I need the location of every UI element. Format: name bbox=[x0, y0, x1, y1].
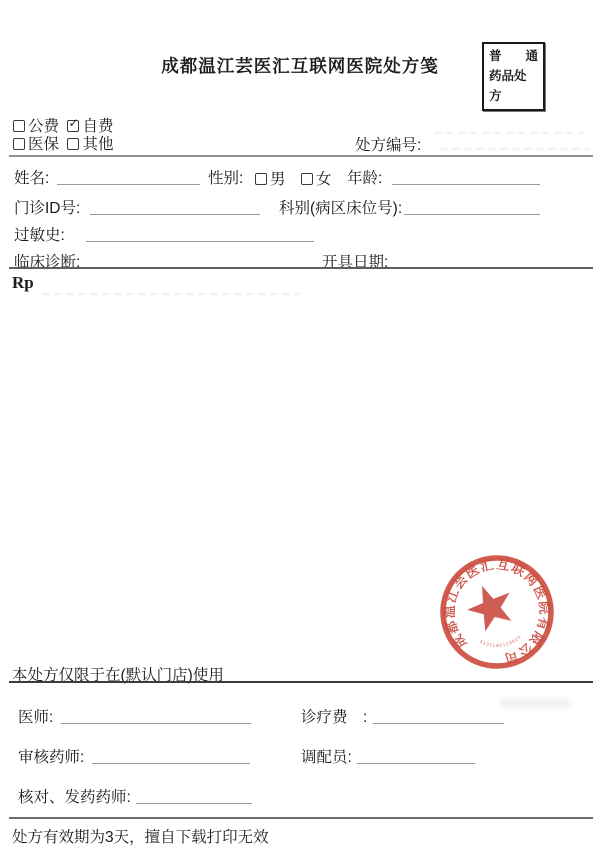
checkbox-other bbox=[67, 138, 79, 150]
faded-artifact bbox=[42, 293, 300, 295]
issue-date-label: 开具日期: bbox=[322, 254, 389, 271]
stamp-line-2: 药品处方 bbox=[489, 69, 527, 103]
outpatient-id-field-line bbox=[90, 198, 260, 215]
physician-label: 医师: bbox=[18, 709, 54, 726]
department-field-line bbox=[404, 198, 540, 215]
stamp-line-1 bbox=[489, 46, 538, 66]
footer-validity-note: 处方有效期为3天，擅自下载打印无效 bbox=[12, 829, 269, 846]
seal-company-text: 成都温江芸医汇互联网医院有限公司 bbox=[441, 556, 553, 667]
usage-note: 本处方仅限于在(默认门店)使用 bbox=[12, 667, 224, 684]
fee-field-line bbox=[373, 707, 504, 724]
checkbox-public-expense bbox=[13, 120, 25, 132]
seal-star-icon bbox=[461, 577, 520, 634]
checkbox-female bbox=[301, 167, 332, 189]
check-dispense-pharmacist-field-line bbox=[136, 787, 252, 804]
separator-line bbox=[9, 681, 593, 683]
checkbox-medical-insurance bbox=[13, 138, 25, 150]
rp-label: Rp bbox=[12, 273, 34, 292]
checkbox-male bbox=[255, 167, 286, 189]
name-label: 姓名: bbox=[14, 170, 50, 187]
faded-artifact bbox=[500, 698, 570, 708]
review-pharmacist-field-line bbox=[92, 747, 250, 764]
label-public-expense: 公费 bbox=[28, 118, 60, 135]
label-self-pay: 自费 bbox=[82, 118, 114, 135]
payment-checkbox-group bbox=[13, 114, 114, 153]
review-pharmacist-label: 审核药师: bbox=[18, 749, 85, 766]
physician-field-line bbox=[61, 707, 251, 724]
name-field-line bbox=[57, 168, 200, 185]
faded-artifact bbox=[434, 132, 590, 134]
gender-label: 性别: bbox=[208, 170, 244, 187]
age-label: 年龄: bbox=[347, 170, 383, 187]
outpatient-id-label: 门诊ID号: bbox=[14, 200, 81, 217]
allergy-field-line bbox=[86, 225, 314, 242]
separator-line bbox=[9, 267, 593, 269]
faded-artifact bbox=[440, 148, 590, 150]
seal-serial-number: 5101180120623 bbox=[479, 633, 523, 649]
label-medical-insurance: 医保 bbox=[28, 136, 60, 153]
prescription-no-label: 处方编号: bbox=[355, 137, 422, 154]
fee-label: 诊疗费 : bbox=[301, 709, 368, 726]
label-other: 其他 bbox=[82, 136, 114, 153]
stamp-type-right: 通 bbox=[525, 49, 538, 63]
stamp-type-left: 普 bbox=[489, 49, 502, 63]
allergy-label: 过敏史: bbox=[14, 227, 65, 244]
separator-line bbox=[9, 155, 593, 157]
prescription-type-stamp-box bbox=[482, 42, 545, 111]
checkbox-self-pay: ✓ bbox=[68, 116, 79, 130]
separator-line bbox=[9, 817, 593, 819]
check-dispense-pharmacist-label: 核对、发药药师: bbox=[18, 789, 131, 806]
label-female: 女 bbox=[316, 171, 332, 188]
hospital-red-seal bbox=[434, 549, 560, 675]
page-title: 成都温江芸医汇互联网医院处方笺 bbox=[161, 56, 439, 76]
dispenser-field-line bbox=[357, 747, 475, 764]
age-field-line bbox=[392, 168, 540, 185]
diagnosis-label: 临床诊断: bbox=[14, 254, 81, 271]
department-label: 科别(病区床位号): bbox=[279, 200, 403, 217]
label-male: 男 bbox=[270, 171, 286, 188]
dispenser-label: 调配员: bbox=[301, 749, 352, 766]
